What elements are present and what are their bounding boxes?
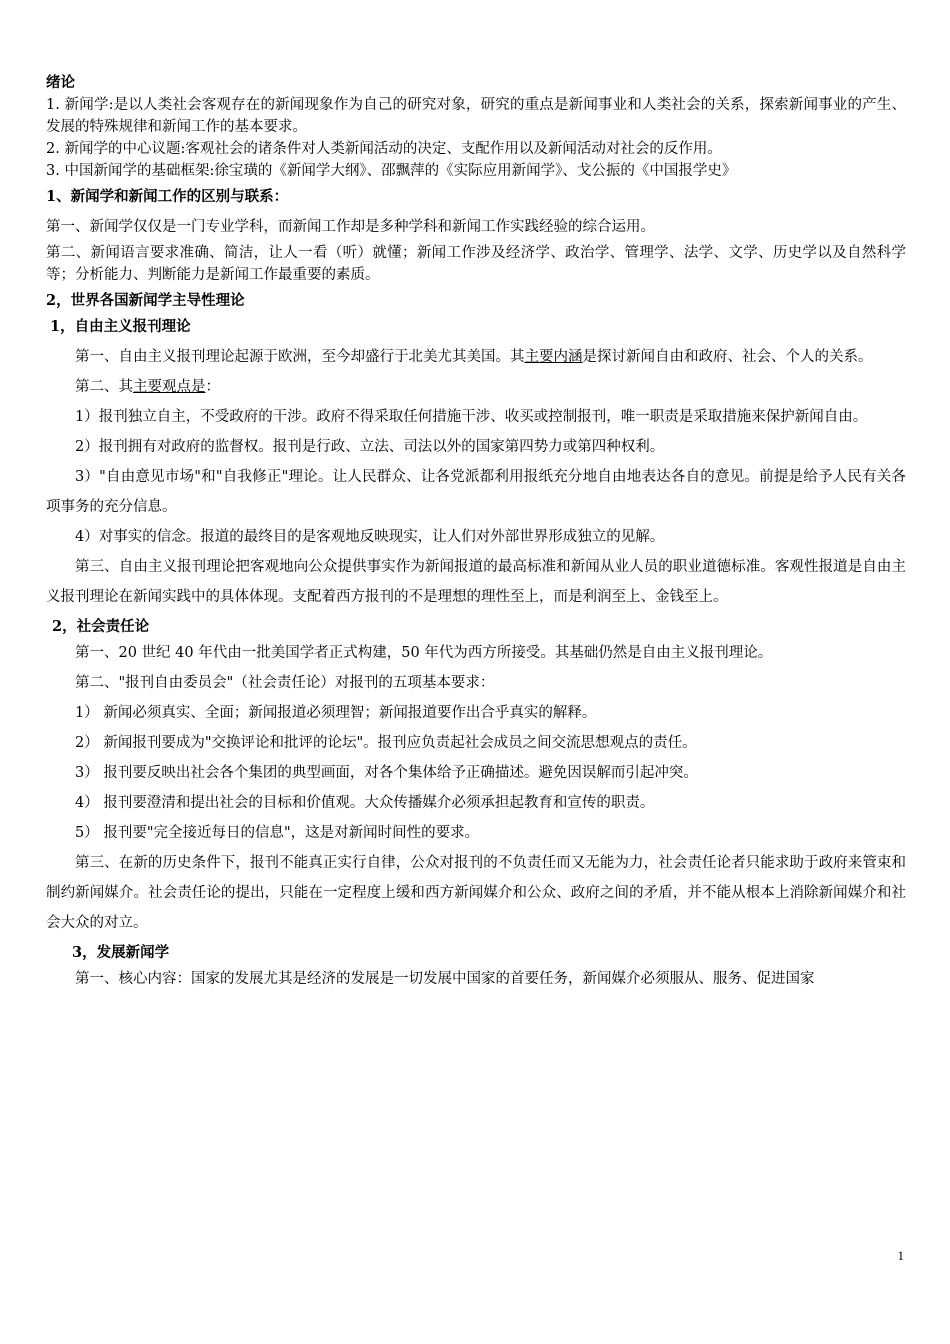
underlined-term: 主要内涵 — [524, 349, 583, 365]
theory-1-para-1: 第一、自由主义报刊理论起源于欧洲，至今却盛行于北美尤其美国。其主要内涵是探讨新闻自由和政府、社会、个人的关系。 — [75, 349, 873, 365]
section-1-para-1: 第一、新闻学仅仅是一门专业学科，而新闻工作却是多种学科和新闻工作实践经验的综合运用。 — [46, 219, 655, 235]
section-2-heading: 2，世界各国新闻学主导性理论 — [46, 292, 245, 309]
theory-1-heading: 1，自由主义报刊理论 — [50, 318, 191, 335]
theory-1-point-4: 4）对事实的信念。报道的最终目的是客观地反映现实，让人们对外部世界形成独立的见解。 — [75, 529, 665, 545]
theory-2-point-1: 1） 新闻必须真实、全面；新闻报道必须理智；新闻报道要作出合乎真实的解释。 — [75, 705, 597, 721]
intro-item-1: 1. 新闻学:是以人类社会客观存在的新闻现象作为自己的研究对象，研究的重点是新闻事业和人类社会的关系，探索新闻事业的产生、发展的特殊规律和新闻工作的基本要求。 — [46, 97, 906, 135]
theory-2-para-2: 第二、"报刊自由委员会"（社会责任论）对报刊的五项基本要求： — [75, 675, 495, 691]
doc-title: 绪论 — [46, 74, 75, 91]
theory-2-para-1: 第一、20 世纪 40 年代由一批美国学者正式构建，50 年代为西方所接受。其基础仍然是自由主义报刊理论。 — [75, 645, 773, 661]
page-number: 1 — [897, 1248, 904, 1263]
theory-1-para-2: 第二、其主要观点是： — [75, 379, 220, 395]
underlined-term: 主要观点是 — [133, 379, 206, 395]
intro-item-3: 3. 中国新闻学的基础框架:徐宝璜的《新闻学大纲》、邵飘萍的《实际应用新闻学》、戈公振的《中国报学史》 — [46, 163, 737, 179]
theory-1-para-3: 第三、自由主义报刊理论把客观地向公众提供事实作为新闻报道的最高标准和新闻从业人员的职业道德标准。客观性报道是自由主义报刊理论在新闻实践中的具体体现。支配着西方报刊的不是理想的理性至上，而是利润至上、金钱至上。 — [46, 559, 906, 605]
section-1-para-2: 第二、新闻语言要求准确、简洁，让人一看（听）就懂；新闻工作涉及经济学、政治学、管理学、法学、文学、历史学以及自然科学等；分析能力、判断能力是新闻工作最重要的素质。 — [46, 245, 906, 283]
theory-2-para-3: 第三、在新的历史条件下，报刊不能真正实行自律，公众对报刊的不负责任而又无能为力，社会责任论者只能求助于政府来管束和制约新闻媒介。社会责任论的提出，只能在一定程度上缓和西方新闻媒介和公众、政府之间的矛盾，并不能从根本上消除新闻媒介和社会大众的对立。 — [46, 855, 906, 931]
intro-item-2: 2. 新闻学的中心议题:客观社会的诸条件对人类新闻活动的决定、支配作用以及新闻活动对社会的反作用。 — [46, 141, 722, 157]
theory-1-point-2: 2）报刊拥有对政府的监督权。报刊是行政、立法、司法以外的国家第四势力或第四种权利。 — [75, 439, 665, 455]
theory-2-point-5: 5） 报刊要"完全接近每日的信息"，这是对新闻时间性的要求。 — [75, 825, 480, 841]
theory-2-point-4: 4） 报刊要澄清和提出社会的目标和价值观。大众传播媒介必须承担起教育和宣传的职责。 — [75, 795, 655, 811]
theory-3-para-1: 第一、核心内容：国家的发展尤其是经济的发展是一切发展中国家的首要任务，新闻媒介必须服从、服务、促进国家 — [75, 971, 815, 987]
document-page — [46, 72, 906, 994]
section-1-heading: 1、新闻学和新闻工作的区别与联系： — [46, 188, 289, 205]
theory-3-heading: 3，发展新闻学 — [72, 944, 170, 961]
theory-2-heading: 2，社会责任论 — [52, 618, 150, 635]
theory-2-point-3: 3） 报刊要反映出社会各个集团的典型画面，对各个集体给予正确描述。避免因误解而引起冲突。 — [75, 765, 698, 781]
theory-1-point-1: 1）报刊独立自主，不受政府的干涉。政府不得采取任何措施干涉、收买或控制报刊，唯一职责是采取措施来保护新闻自由。 — [75, 409, 868, 425]
theory-2-point-2: 2） 新闻报刊要成为"交换评论和批评的论坛"。报刊应负责起社会成员之间交流思想观点的责任。 — [75, 735, 697, 751]
theory-1-point-3: 3）"自由意见市场"和"自我修正"理论。让人民群众、让各党派都利用报纸充分地自由地表达各自的意见。前提是给予人民有关各项事务的充分信息。 — [46, 469, 906, 515]
